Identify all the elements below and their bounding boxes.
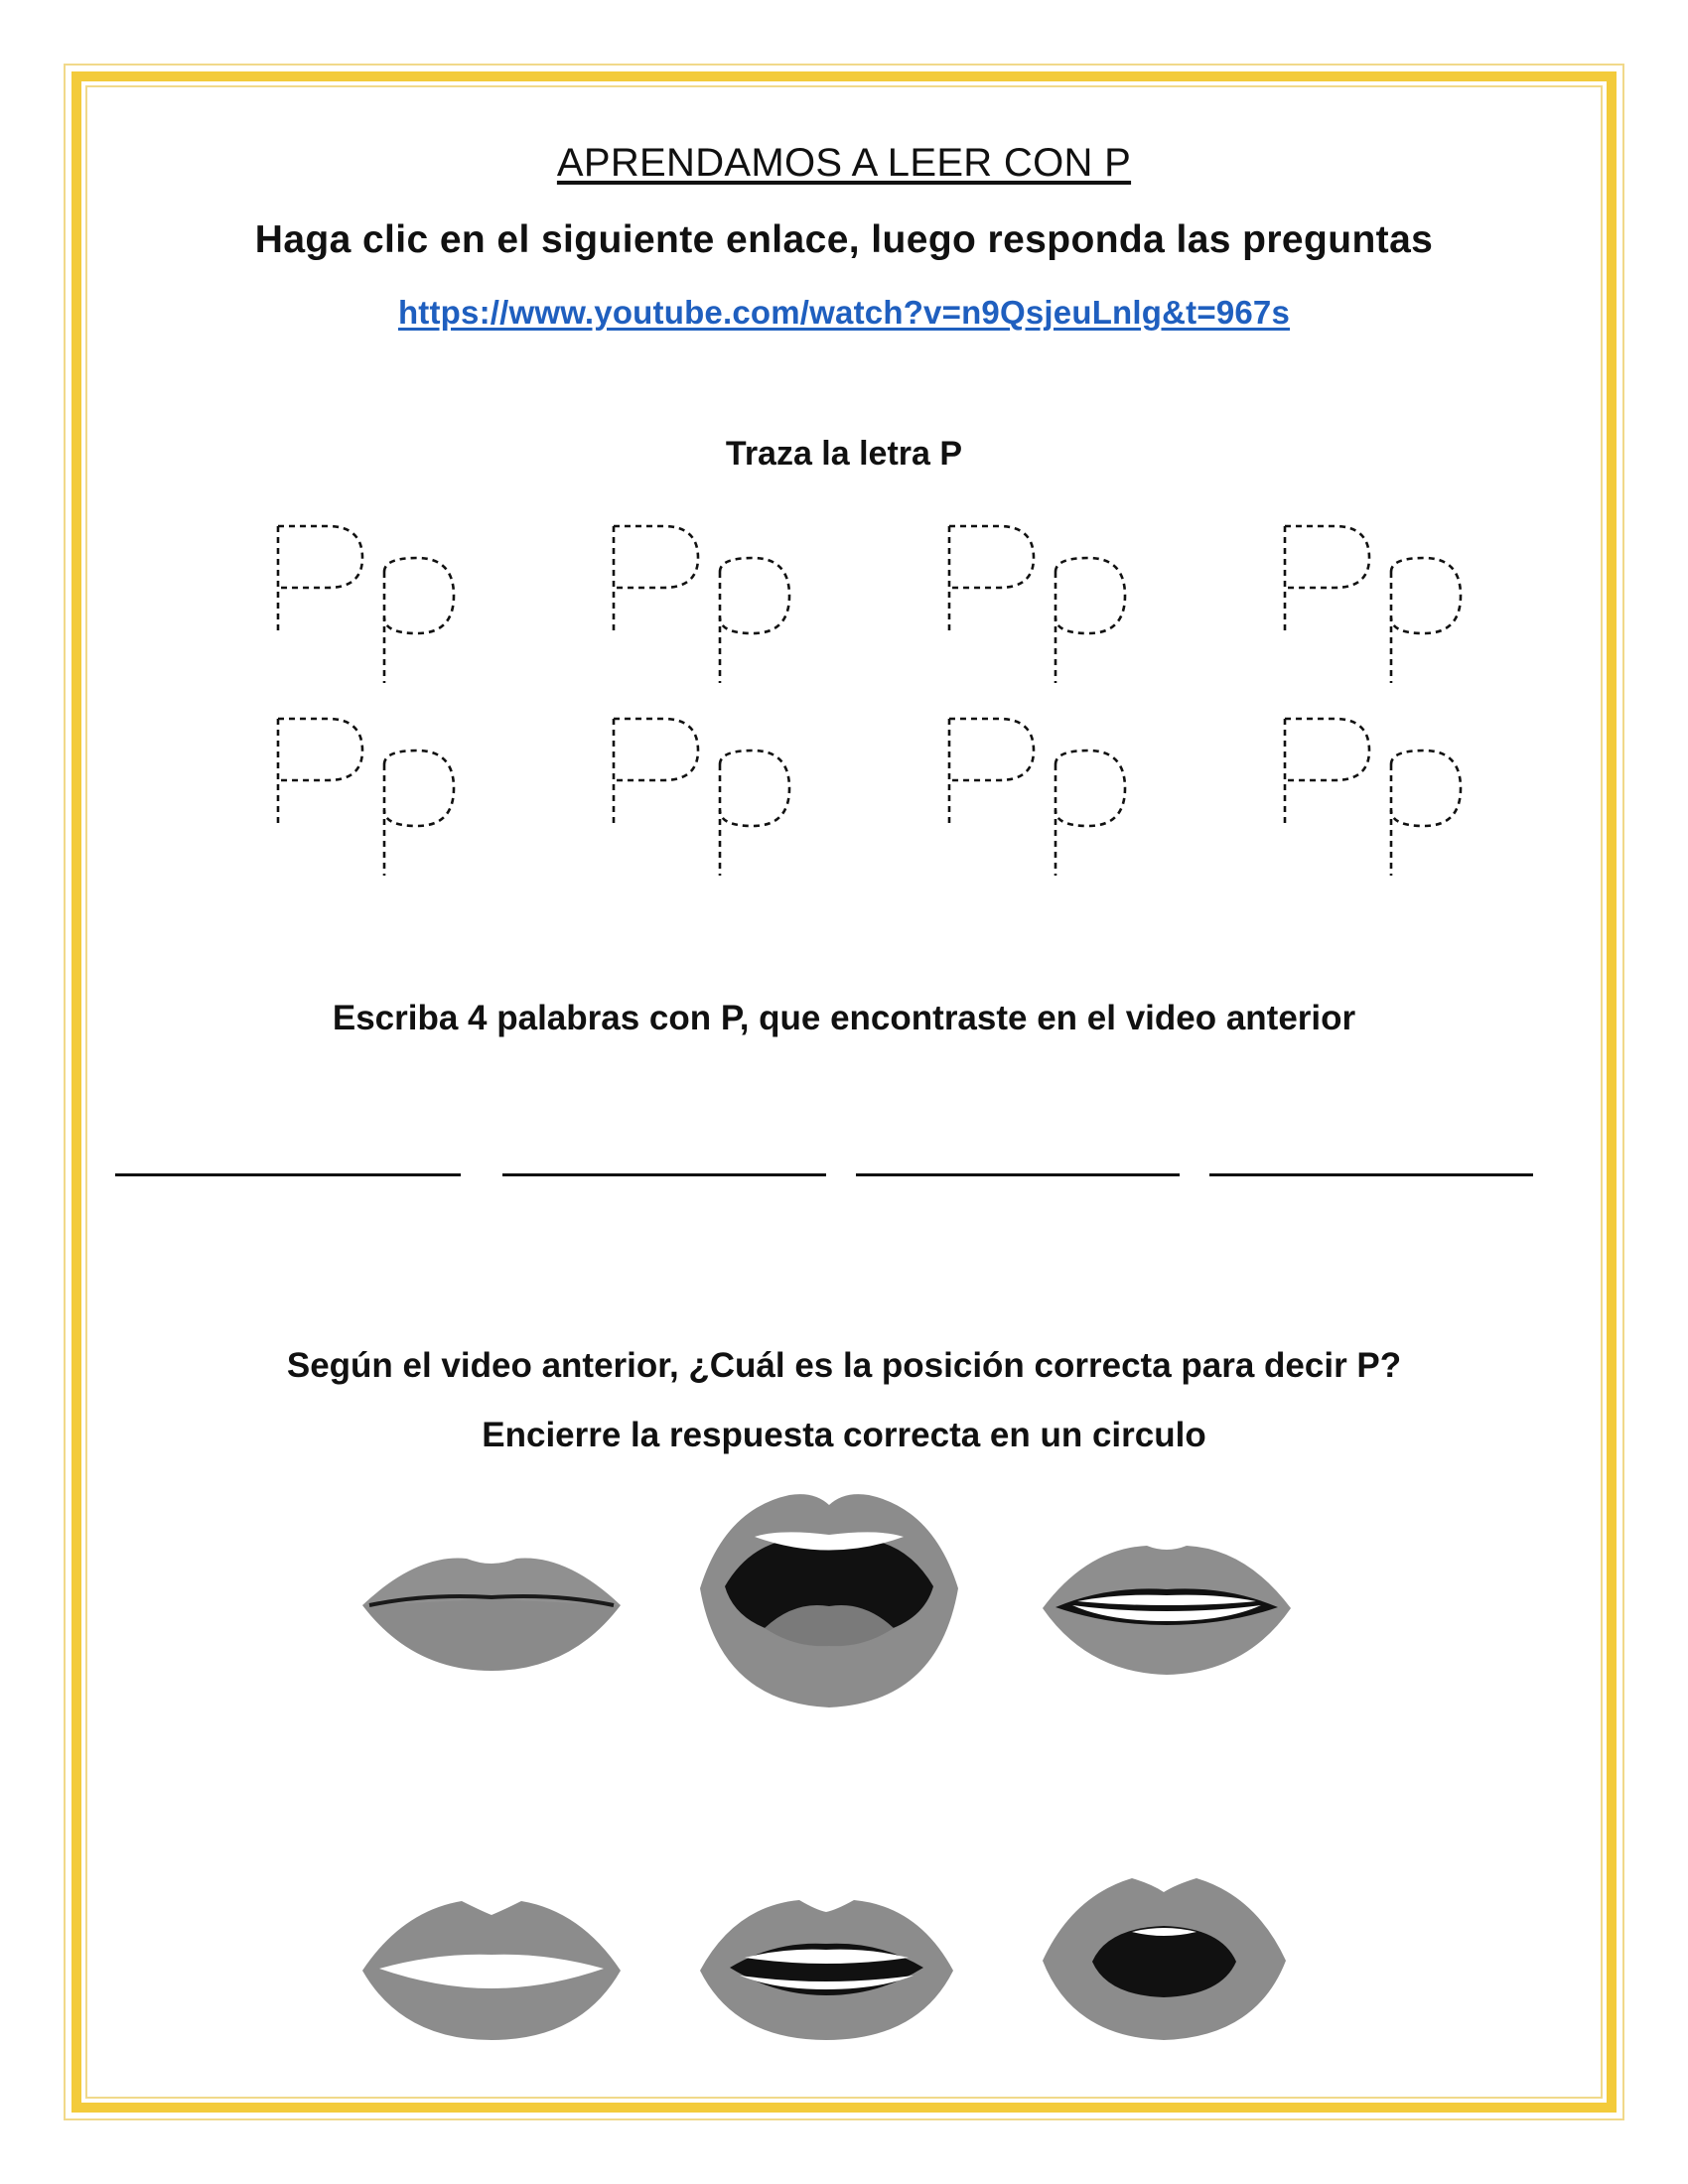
letter-trace-grid	[258, 506, 1489, 884]
mouth-rounded-open[interactable]	[1038, 1866, 1291, 2045]
answer-blank-4[interactable]	[1209, 1173, 1533, 1176]
trace-pp-4[interactable]	[1265, 506, 1483, 685]
answer-blank-1[interactable]	[115, 1173, 461, 1176]
instruction-text: Haga clic en el siguiente enlace, luego responda las preguntas	[254, 218, 1434, 261]
answer-blank-2[interactable]	[502, 1173, 826, 1176]
trace-pp-7[interactable]	[929, 699, 1148, 878]
mouth-closed-lips[interactable]	[357, 1534, 626, 1678]
video-link[interactable]: https://www.youtube.com/watch?v=n9QsjeuLnlg&t=967s	[397, 294, 1291, 331]
page-border-inner	[85, 85, 1603, 2099]
trace-pp-8[interactable]	[1265, 699, 1483, 878]
words-prompt: Escriba 4 palabras con P, que encontraste en el video anterior	[332, 999, 1356, 1037]
trace-pp-1[interactable]	[258, 506, 477, 685]
question-text: Según el video anterior, ¿Cuál es la posición correcta para decir P?	[286, 1346, 1402, 1385]
mouth-teeth-smile[interactable]	[1038, 1534, 1296, 1683]
answer-blank-3[interactable]	[856, 1173, 1180, 1176]
mouth-wide-open[interactable]	[695, 1489, 963, 1712]
mouth-slightly-open[interactable]	[357, 1891, 626, 2045]
worksheet-title: APRENDAMOS A LEER CON P	[556, 141, 1132, 185]
trace-pp-6[interactable]	[594, 699, 812, 878]
mouth-open-teeth[interactable]	[695, 1886, 958, 2045]
trace-pp-2[interactable]	[594, 506, 812, 685]
question-instruction: Encierre la respuesta correcta en un circulo	[482, 1416, 1206, 1454]
trace-pp-5[interactable]	[258, 699, 477, 878]
trace-label: Traza la letra P	[725, 435, 963, 473]
trace-pp-3[interactable]	[929, 506, 1148, 685]
